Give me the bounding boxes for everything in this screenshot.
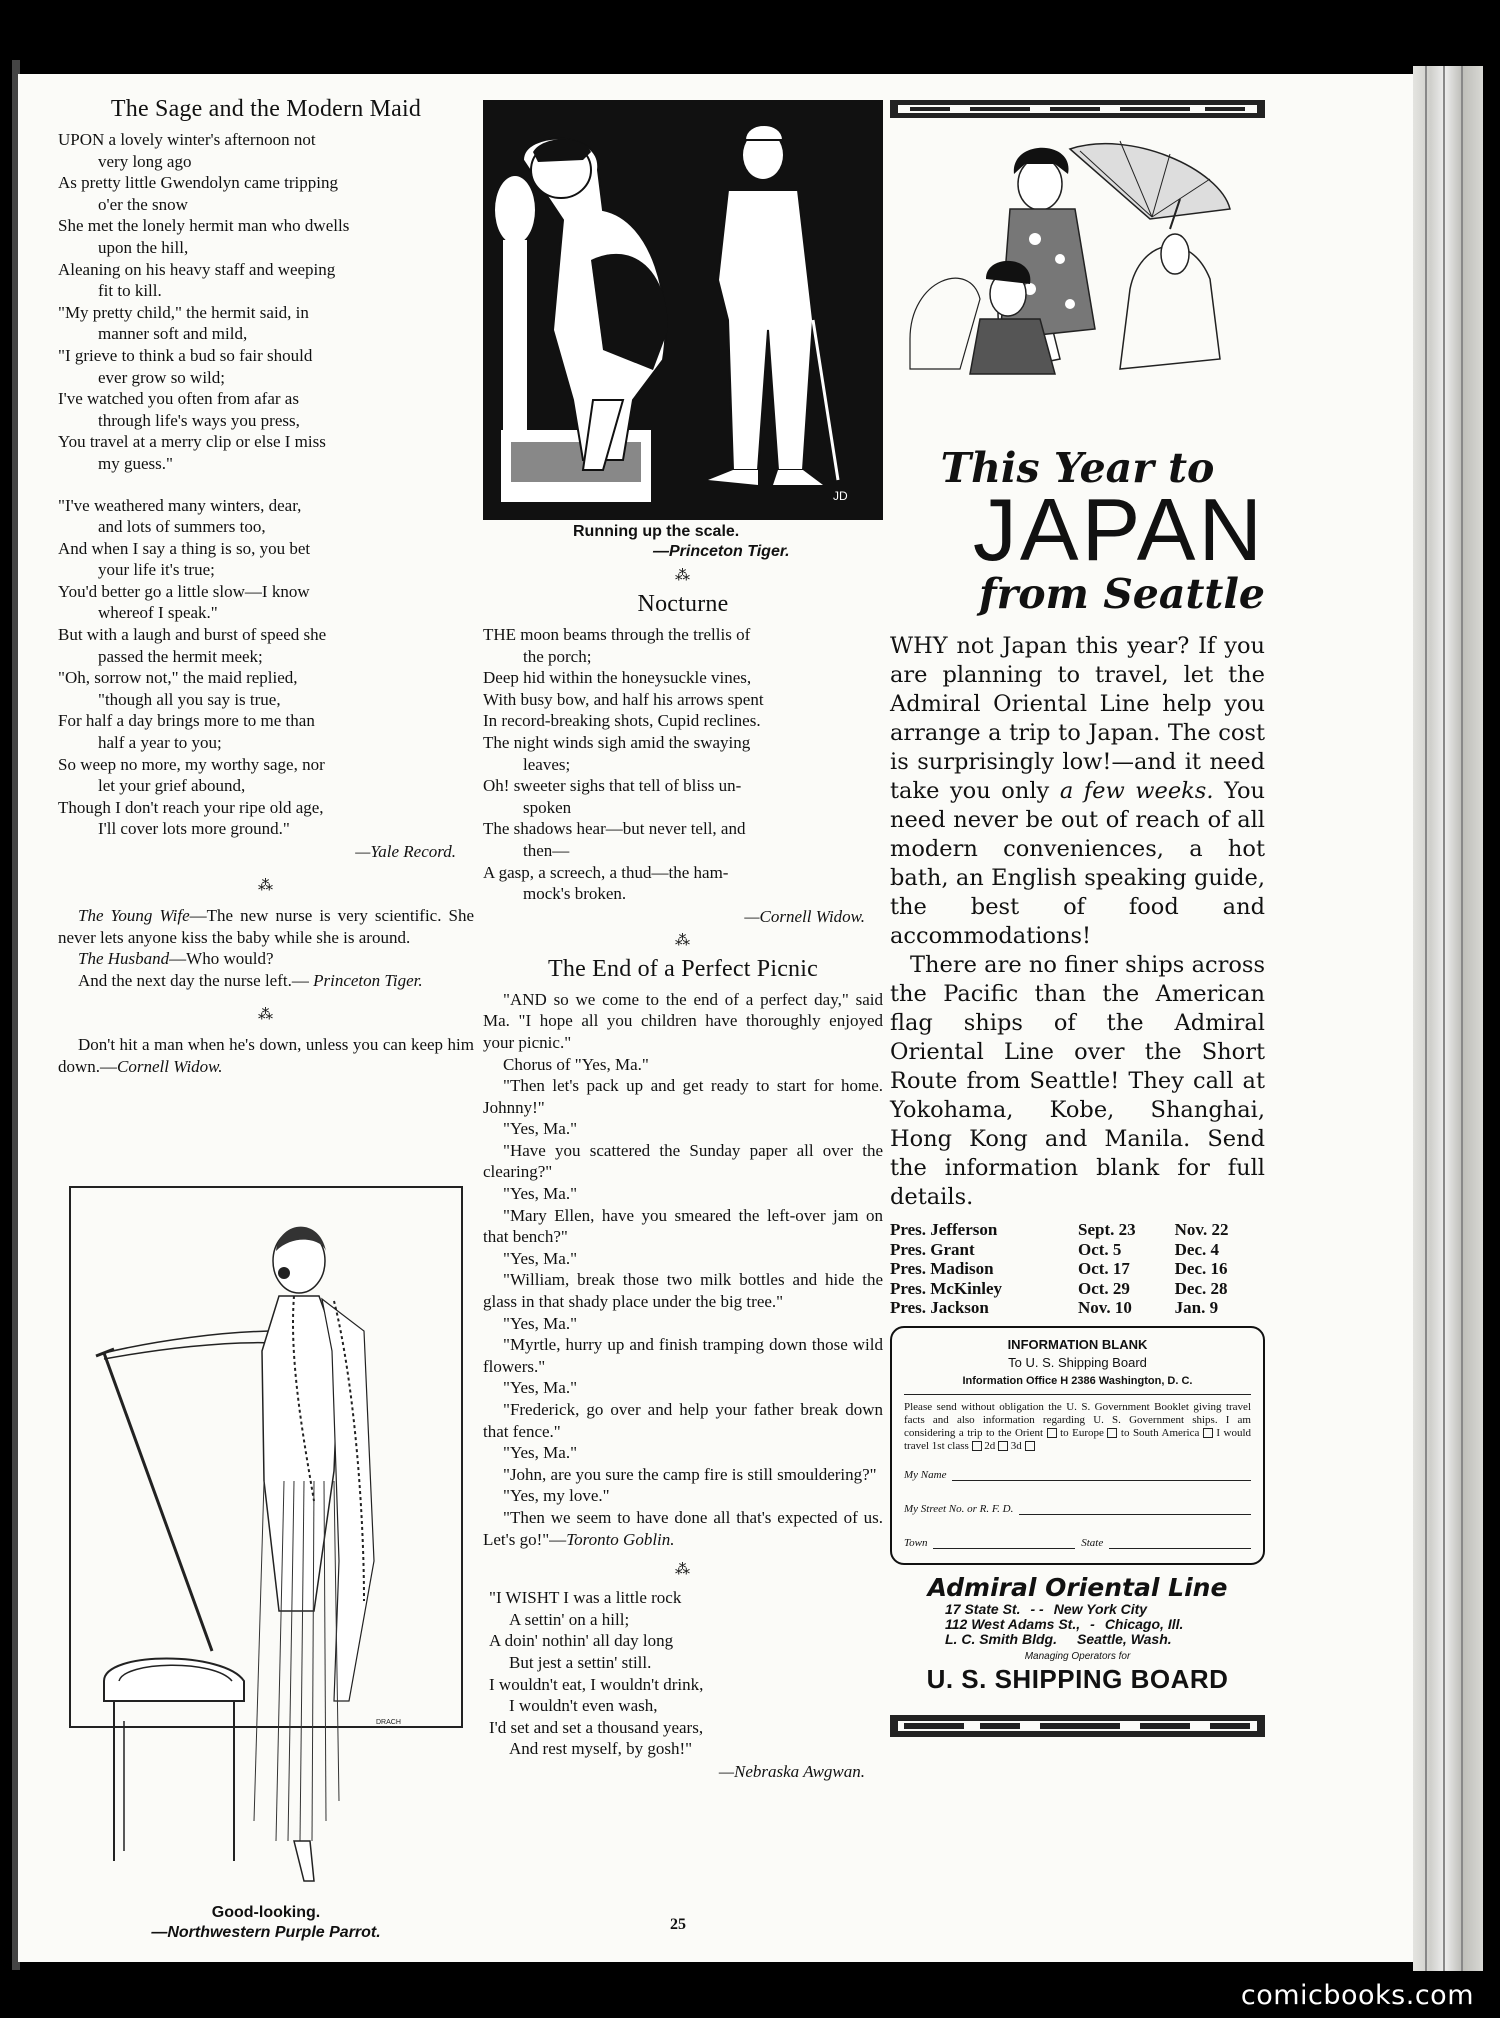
rock-poem-line: "I WISHT I was a little rock xyxy=(489,1588,682,1608)
poem-line-continuation: "though all you say is true, xyxy=(98,689,281,709)
poem-line: Oh! sweeter sighs that tell of bliss un- xyxy=(483,776,742,796)
picnic-paragraph: "Frederick, go over and help your father break down that fence." xyxy=(483,1400,883,1441)
poem-line: A gasp, a screech, a thud—the ham- xyxy=(483,862,729,882)
fashion-illustration xyxy=(64,1181,468,1946)
cartoon-credit: —Princeton Tiger. xyxy=(653,543,790,560)
address-part: New York City xyxy=(1053,1600,1148,1617)
blank-request-text: Please send without obligation the U. S. Government Booklet giving travel facts and also information regarding U. S. Government ships. I am considering a trip to the Orient to Europe to South America I would travel 1st class 2d 3d xyxy=(904,1400,1252,1452)
rock-poem-line: I wouldn't eat, I wouldn't drink, xyxy=(489,1674,704,1694)
poem-line-continuation: o'er the snow xyxy=(98,194,188,214)
poem-line: "I grieve to think a bud so fair should xyxy=(58,345,313,365)
poem-line: For half a day brings more to me than xyxy=(58,711,315,731)
europe-checkbox[interactable] xyxy=(1107,1428,1117,1438)
poem-line-continuation: let your grief abound, xyxy=(98,776,246,796)
joke-ending: And the next day the nurse left.— Princeton Tiger. xyxy=(78,970,423,990)
poem-line-continuation: then— xyxy=(523,840,570,860)
picnic-paragraph: "Yes, Ma." xyxy=(503,1378,578,1398)
poem-line: But with a laugh and burst of speed she xyxy=(58,625,327,645)
rock-poem-line: A doin' nothin' all day long xyxy=(489,1631,674,1651)
poem-line: With busy bow, and half his arrows spent xyxy=(483,689,764,709)
credit-cornell-widow: —Cornell Widow. xyxy=(744,906,865,926)
third-class-checkbox[interactable] xyxy=(1025,1441,1035,1451)
rock-poem xyxy=(483,1587,883,1760)
ad-body-paragraph-1: WHY not Japan this year? If you are planning to travel, let the Admiral Oriental Line help you arrange a trip to Japan. The cost is surprisingly low!—and it need take you only a few weeks. You need never be out of reach of all modern conveniences, a hot bath, an English speaking guide, the best of food and accommodations! xyxy=(890,633,1266,949)
ornament: ⁂ xyxy=(258,878,274,894)
poem-line-continuation: through life's ways you press, xyxy=(98,410,300,430)
picnic-paragraph: "Yes, Ma." xyxy=(503,1313,578,1333)
fashion-caption: Good-looking. xyxy=(211,1904,321,1921)
information-blank-form xyxy=(890,1326,1265,1565)
schedule-cell: Nov. 22 xyxy=(1174,1220,1229,1239)
magazine-page xyxy=(18,74,1413,1962)
sailing-schedule xyxy=(890,1220,1265,1318)
joke-young-wife: The Young Wife—The new nurse is very scientific. She never lets anyone kiss the baby while she is around. xyxy=(58,906,474,947)
poem-line: "My pretty child," the hermit said, in xyxy=(58,302,309,322)
poem-line-continuation: passed the hermit meek; xyxy=(98,646,263,666)
rock-poem-line: I'd set and set a thousand years, xyxy=(489,1717,704,1737)
south-america-checkbox[interactable] xyxy=(1203,1428,1213,1438)
schedule-row xyxy=(890,1279,1265,1299)
picnic-paragraph: "Then let's pack up and get ready to start for home. Johnny!" xyxy=(483,1076,883,1117)
schedule-row xyxy=(890,1259,1265,1279)
picnic-paragraph: "Yes, Ma." xyxy=(503,1119,578,1139)
name-field[interactable]: My Name xyxy=(904,1469,1251,1481)
schedule-cell: Oct. 17 xyxy=(1077,1259,1130,1279)
sage-poem-stanza-1 xyxy=(58,129,474,475)
ad-headline-this-year: This Year to xyxy=(940,444,1215,492)
poem-line-continuation: your life it's true; xyxy=(98,560,215,580)
page-edges xyxy=(1413,66,1483,1971)
poem-line: The night winds sigh amid the swaying xyxy=(483,732,751,752)
poem-line-continuation: whereof I speak." xyxy=(98,603,218,623)
address-part: Seattle, Wash. xyxy=(1077,1630,1172,1647)
scale-cartoon xyxy=(483,96,883,516)
picnic-paragraph: "Yes, my love." xyxy=(503,1486,610,1506)
rock-poem-line: A settin' on a hill; xyxy=(509,1609,630,1629)
poem-line: So weep no more, my worthy sage, nor xyxy=(58,754,325,774)
joke-husband: The Husband—Who would? xyxy=(78,949,274,969)
poem-line-continuation: ever grow so wild; xyxy=(98,367,226,387)
ornament: ⁂ xyxy=(258,1007,274,1024)
schedule-cell: Dec. 28 xyxy=(1174,1278,1228,1298)
svg-text:DRACH: DRACH xyxy=(376,1719,401,1726)
address-part: 17 State St. xyxy=(945,1600,1021,1617)
picnic-paragraph: "Yes, Ma." xyxy=(503,1443,578,1463)
poem-line-continuation: upon the hill, xyxy=(98,237,189,257)
ad-top-border xyxy=(890,96,1265,124)
poem-line: You travel at a merry clip or else I miss xyxy=(58,432,326,452)
schedule-cell: Dec. 16 xyxy=(1174,1259,1228,1279)
schedule-row xyxy=(890,1220,1265,1240)
ad-frame xyxy=(890,96,1265,1924)
poem-line: The shadows hear—but never tell, and xyxy=(483,819,746,839)
scale-cartoon-drawing xyxy=(483,100,883,520)
address-line xyxy=(945,1602,1265,1617)
picnic-paragraph: "Myrtle, hurry up and finish tramping down those wild flowers." xyxy=(483,1335,883,1376)
page-number: 25 xyxy=(670,1916,686,1933)
schedule-cell: Dec. 4 xyxy=(1174,1239,1220,1259)
schedule-cell: Pres. McKinley xyxy=(890,1278,1003,1298)
svg-text:JD: JD xyxy=(833,489,848,503)
picnic-paragraph: "William, break those two milk bottles and hide the glass in that shady place under the big tree." xyxy=(483,1270,883,1312)
schedule-cell: Pres. Jefferson xyxy=(890,1220,998,1239)
poem-line: "Oh, sorrow not," the maid replied, xyxy=(58,668,298,688)
schedule-cell: Pres. Grant xyxy=(890,1239,975,1259)
rock-poem-line: But jest a settin' still. xyxy=(509,1652,652,1672)
poem-line-continuation: and lots of summers too, xyxy=(98,517,266,537)
poem-line-continuation: I'll cover lots more ground." xyxy=(98,819,290,839)
schedule-row xyxy=(890,1240,1265,1260)
poem-line: In record-breaking shots, Cupid reclines. xyxy=(483,711,761,731)
poem-line: UPON a lovely winter's afternoon not xyxy=(58,130,316,149)
poem-line-continuation: leaves; xyxy=(523,754,571,774)
nocturne-poem xyxy=(483,624,883,905)
picnic-paragraph: "AND so we come to the end of a perfect day," said Ma. "I hope all you children have thoroughly enjoyed your picnic." xyxy=(483,989,883,1052)
poem-line-continuation: manner soft and mild, xyxy=(98,324,248,344)
blank-to: To U. S. Shipping Board xyxy=(1008,1354,1147,1370)
second-class-checkbox[interactable] xyxy=(998,1441,1008,1451)
managing-operators-label: Managing Operators for xyxy=(1024,1650,1131,1662)
schedule-cell: Pres. Madison xyxy=(890,1259,994,1279)
poem-line: Aleaning on his heavy staff and weeping xyxy=(58,259,336,279)
schedule-row xyxy=(890,1298,1265,1318)
first-class-checkbox[interactable] xyxy=(972,1441,982,1451)
poem-title-nocturne: Nocturne xyxy=(637,591,729,617)
poem-line-continuation: very long ago xyxy=(98,151,192,171)
schedule-cell: Oct. 29 xyxy=(1077,1278,1130,1298)
poem-line: "I've weathered many winters, dear, xyxy=(58,495,302,515)
schedule-cell: Oct. 5 xyxy=(1077,1239,1122,1259)
picnic-paragraph: Chorus of "Yes, Ma." xyxy=(503,1054,649,1074)
office-addresses xyxy=(890,1602,1265,1647)
poem-line-continuation: the porch; xyxy=(523,646,592,666)
poem-line: I've watched you often from afar as xyxy=(58,389,299,409)
sage-poem-stanza-2 xyxy=(58,495,474,841)
poem-line: Deep hid within the honeysuckle vines, xyxy=(483,668,752,688)
picnic-paragraph: "John, are you sure the camp fire is still smouldering?" xyxy=(503,1464,877,1484)
admiral-oriental-line-name: Admiral Oriental Line xyxy=(927,1572,1228,1602)
address-line xyxy=(945,1617,1265,1632)
schedule-cell: Nov. 10 xyxy=(1077,1298,1132,1318)
town-state-field[interactable]: Town State xyxy=(904,1537,1251,1549)
middle-column xyxy=(483,96,883,1782)
credit-yale-record: —Yale Record. xyxy=(355,842,456,861)
address-part: Chicago, Ill. xyxy=(1104,1615,1184,1632)
poem-line-continuation: mock's broken. xyxy=(523,884,627,904)
picnic-paragraph: "Have you scattered the Sunday paper all over the clearing?" xyxy=(483,1140,883,1182)
watermark: comicbooks.com xyxy=(1240,1980,1474,2011)
us-shipping-board-name: U. S. SHIPPING BOARD xyxy=(926,1663,1229,1694)
picnic-credit: Toronto Goblin. xyxy=(566,1529,675,1549)
story-title-picnic: The End of a Perfect Picnic xyxy=(548,955,818,982)
schedule-cell: Jan. 9 xyxy=(1174,1298,1219,1318)
poem-line: Though I don't reach your ripe old age, xyxy=(58,797,324,817)
credit-nebraska-awgwan: —Nebraska Awgwan. xyxy=(718,1761,865,1781)
picnic-story xyxy=(483,989,883,1550)
poem-line-continuation: my guess." xyxy=(98,453,173,473)
poem-line: And when I say a thing is so, you bet xyxy=(58,538,311,558)
ad-body-paragraph-2: There are no finer ships across the Pacific than the American flag ships of the Admiral Oriental Line over the Short Route from Seattle! They call at Yokohama, Kobe, Shanghai, Hong Kong and Manila. Send the information blank for full details. xyxy=(890,952,1265,1210)
cartoon-caption: Running up the scale. xyxy=(573,523,740,540)
ad-headline-japan: JAPAN xyxy=(972,480,1265,579)
street-field[interactable]: My Street No. or R. F. D. xyxy=(904,1503,1251,1515)
ad-headline-from-seattle: from Seattle xyxy=(978,570,1265,618)
address-part: - xyxy=(1090,1615,1095,1632)
poem-line-continuation: spoken xyxy=(523,797,572,817)
schedule-cell: Sept. 23 xyxy=(1077,1220,1136,1239)
picnic-paragraph: "Then we seem to have done all that's expected of us. Let's go!"—Toronto Goblin. xyxy=(483,1507,883,1549)
poem-line-continuation: half a year to you; xyxy=(98,733,222,753)
ad-bottom-border xyxy=(890,1711,1265,1751)
address-part: 112 West Adams St., xyxy=(945,1615,1081,1632)
poem-line: As pretty little Gwendolyn came tripping xyxy=(58,173,338,193)
picnic-paragraph: "Mary Ellen, have you smeared the left-over jam on that bench?" xyxy=(483,1205,883,1247)
schedule-cell: Pres. Jackson xyxy=(890,1298,989,1318)
ornament: ⁂ xyxy=(675,932,691,949)
woman-with-mirror-drawing xyxy=(64,1181,468,1886)
poem-line: She met the lonely hermit man who dwells xyxy=(58,216,350,236)
address-line xyxy=(945,1632,1265,1647)
rock-poem-line: I wouldn't even wash, xyxy=(509,1696,658,1716)
ornament: ⁂ xyxy=(675,568,691,584)
orient-checkbox[interactable] xyxy=(1047,1428,1057,1438)
picnic-paragraph: "Yes, Ma." xyxy=(503,1248,578,1268)
rock-poem-line: And rest myself, by gosh!" xyxy=(509,1739,693,1759)
address-part: L. C. Smith Bldg. xyxy=(945,1630,1057,1647)
left-column xyxy=(58,96,474,1941)
picnic-paragraph: "Yes, Ma." xyxy=(503,1184,578,1204)
japanese-women-illustration xyxy=(890,129,1265,379)
blank-office: Information Office H 2386 Washington, D. C. xyxy=(904,1372,1251,1395)
poem-line-continuation: fit to kill. xyxy=(98,281,162,301)
poem-line: You'd better go a little slow—I know xyxy=(58,581,310,601)
poem-title-sage: The Sage and the Modern Maid xyxy=(110,96,422,122)
poem-line: THE moon beams through the trellis of xyxy=(483,625,751,644)
fashion-credit: —Northwestern Purple Parrot. xyxy=(151,1924,381,1941)
ornament: ⁂ xyxy=(675,1562,691,1579)
quip-hit-man: Don't hit a man when he's down, unless you can keep him down.—Cornell Widow. xyxy=(58,1035,474,1076)
address-part: - - xyxy=(1030,1600,1044,1617)
blank-title: INFORMATION BLANK xyxy=(1007,1336,1148,1352)
